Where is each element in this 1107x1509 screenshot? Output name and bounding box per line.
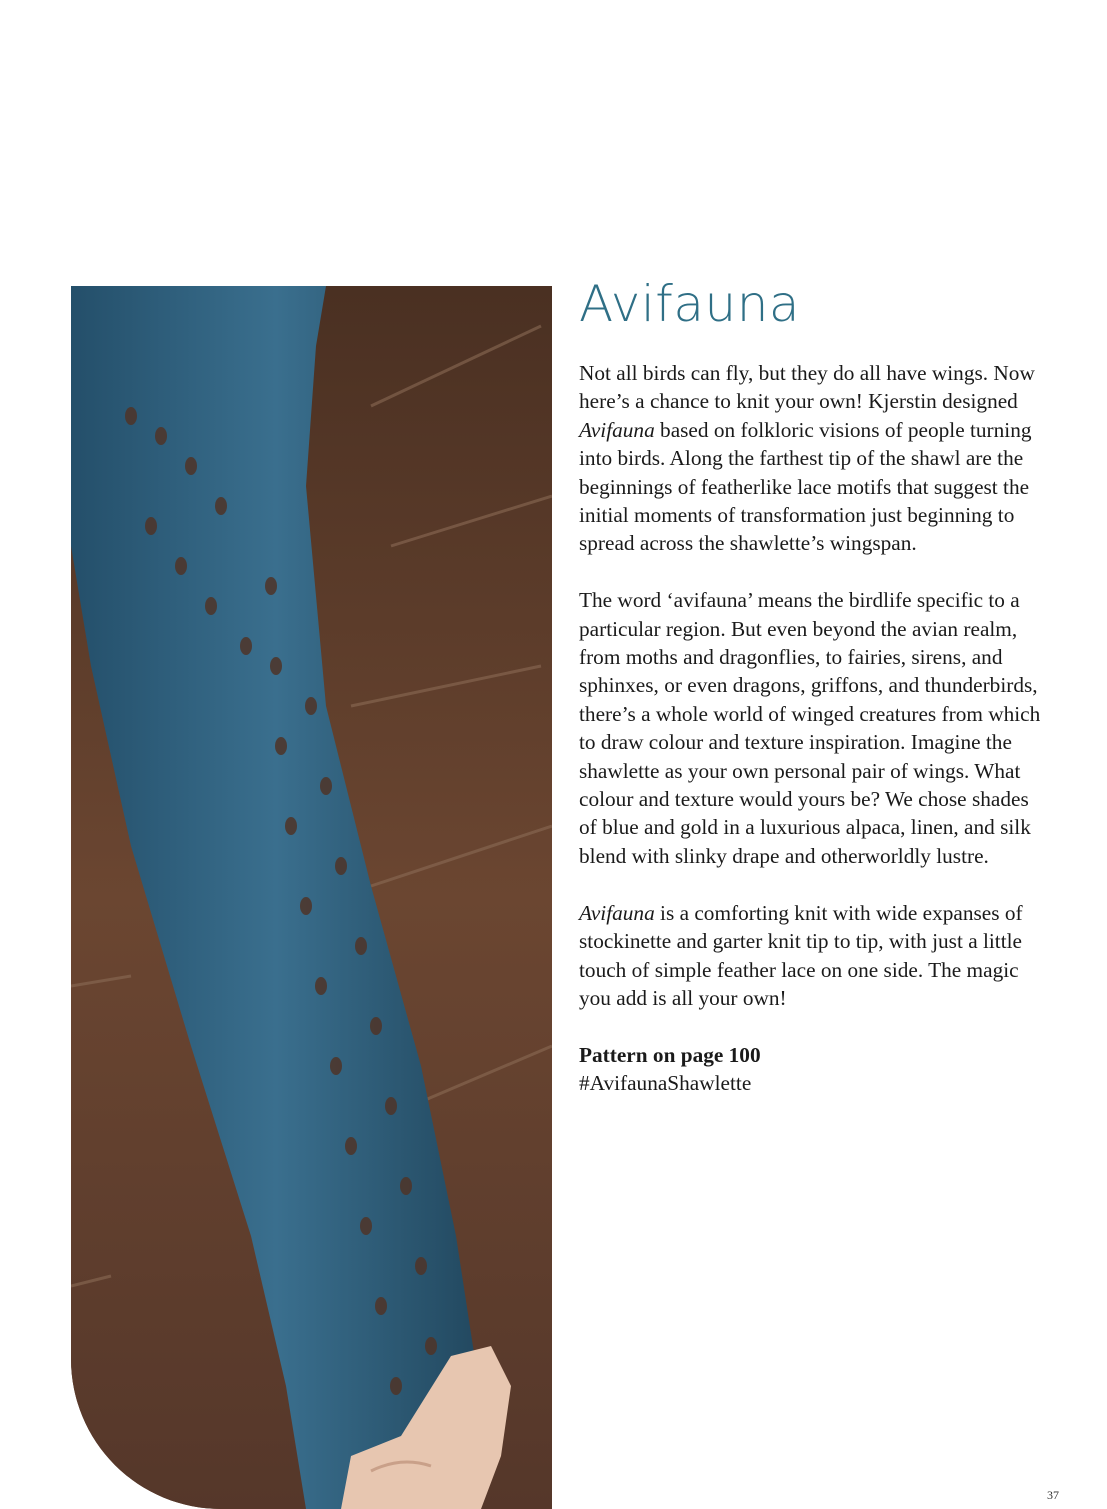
- paragraph-2: The word ‘avifauna’ means the birdlife specific to a particular region. But even beyond the avian realm, from moths and dragonflies, to fairies, sirens, and sphinxes, or even dragons, griffons, and thunderbirds, there’s a whole world of winged creatures from which to draw colour and texture inspiration. Imagine the shawlette as your own personal pair of wings. What colour and texture would yours be? We chose shades of blue and gold in a luxurious alpaca, linen, and silk blend with slinky drape and otherworldly lustre.: [579, 588, 1041, 868]
- paragraph-3: [579, 899, 1049, 1013]
- hashtag: #AvifaunaShawlette: [579, 1071, 752, 1096]
- article-title: Avifauna: [579, 275, 801, 333]
- paragraph-1-text-a: Not all birds can fly, but they do all have wings. Now here’s a chance to knit your own! Kjerstin designed: [579, 361, 1035, 414]
- paragraph-3-italic: Avifauna: [579, 900, 655, 925]
- page-number: 37: [1047, 1488, 1059, 1502]
- paragraph-3-text: is a comforting knit with wide expanses of stockinette and garter knit tip to tip, with just a little touch of simple feather lace on one side. The magic you add is all your own!: [579, 900, 1023, 1010]
- article-body: [579, 359, 1049, 1098]
- pattern-reference: Pattern on page 100: [579, 1042, 761, 1067]
- paragraph-1: [579, 359, 1049, 558]
- paragraph-1-italic: Avifauna: [579, 417, 655, 442]
- shawl-photo: [71, 286, 552, 1509]
- paragraph-1-text-b: based on folkloric visions of people turning into birds. Along the farthest tip of the shawl are the beginnings of featherlike lace motifs that suggest the initial moments of transformation just beginning to spread across the shawlette’s wingspan.: [579, 417, 1032, 556]
